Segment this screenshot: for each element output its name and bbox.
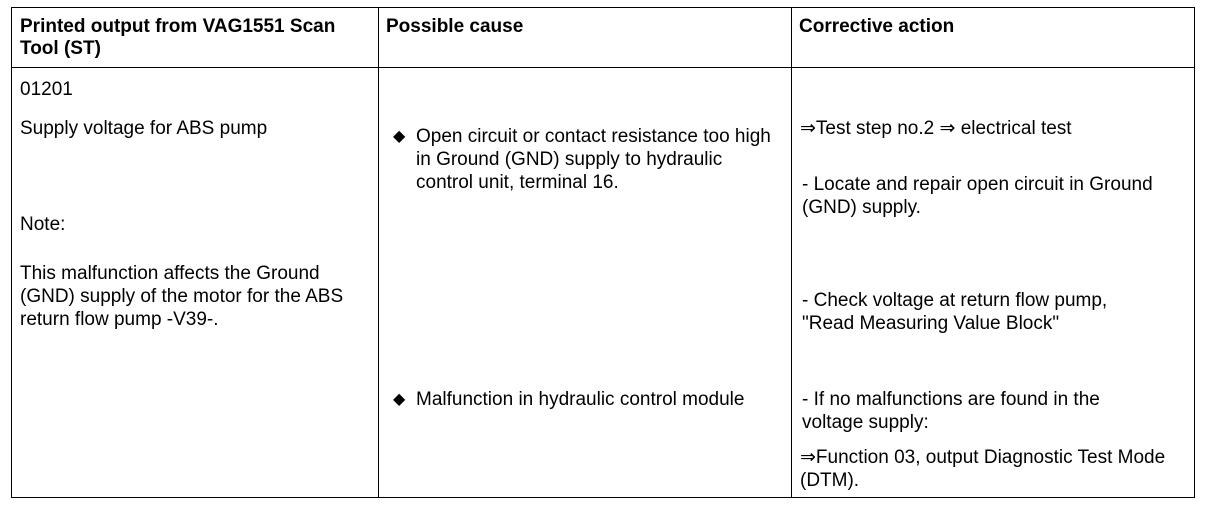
diamond-bullet-icon: ◆ <box>393 391 406 408</box>
cause-hydraulic-module: Malfunction in hydraulic control module <box>416 389 745 410</box>
action-function-03: ⇒Function 03, output Diagnostic Test Mode (DTM). <box>800 447 1166 491</box>
fault-description: Supply voltage for ABS pump <box>20 118 268 139</box>
action-test-step: ⇒Test step no.2 ⇒ electrical test <box>800 118 1072 139</box>
action-check-voltage: - Check voltage at return flow pump, "Read Measuring Value Block" <box>802 290 1108 334</box>
fault-code: 01201 <box>20 79 73 100</box>
column-divider <box>791 8 792 497</box>
note-label: Note: <box>20 214 66 235</box>
action-repair-open-circuit: - Locate and repair open circuit in Ground (GND) supply. <box>802 174 1153 218</box>
cause-open-circuit: Open circuit or contact resistance too high in Ground (GND) supply to hydraulic control unit, terminal 16. <box>416 126 771 193</box>
header-printed-output: Printed output from VAG1551 Scan Tool (ST) <box>20 16 336 59</box>
header-corrective-action: Corrective action <box>799 16 955 37</box>
diagnostic-table <box>11 7 1195 498</box>
action-no-malfunctions: - If no malfunctions are found in the voltage supply: <box>802 389 1100 433</box>
column-divider <box>378 8 379 497</box>
header-possible-cause: Possible cause <box>386 16 524 37</box>
diamond-bullet-icon: ◆ <box>393 128 406 145</box>
note-text: This malfunction affects the Ground (GND) supply of the motor for the ABS return flow pump -V39-. <box>20 263 344 330</box>
header-divider <box>12 67 1194 68</box>
